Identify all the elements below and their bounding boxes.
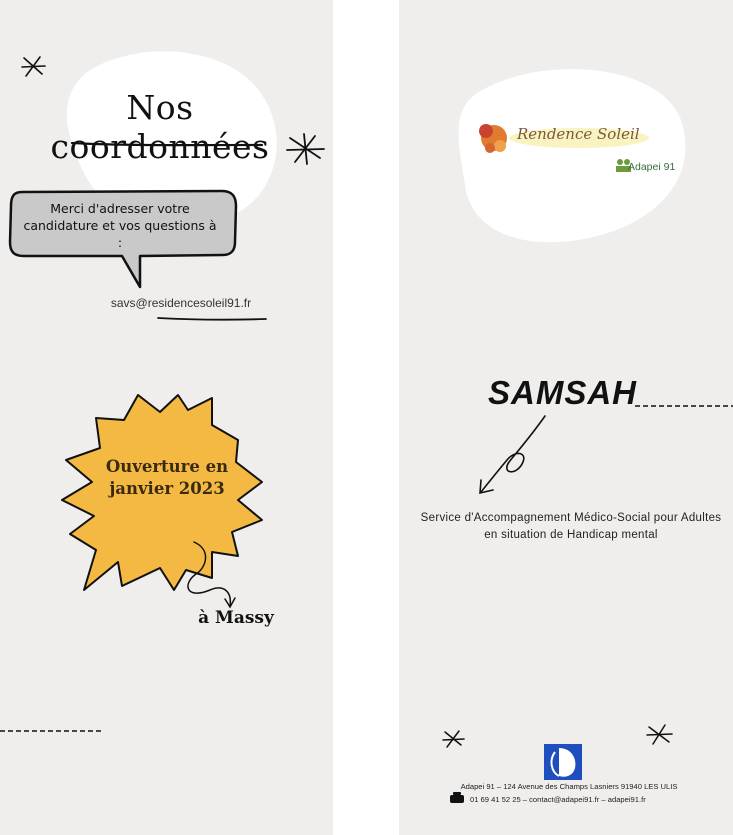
logo-blob — [458, 69, 685, 242]
opening-announcement: Ouverture en janvier 2023 — [105, 457, 229, 498]
bubble-text: Merci d'adresser votre candidature et vos questions à : — [23, 201, 217, 250]
asterisk-icon — [647, 725, 672, 744]
loop-arrow-icon — [481, 416, 545, 492]
footer-contact: 01 69 41 52 25 – contact@adapei91.fr – adapei91.fr — [470, 795, 646, 804]
email-underline — [158, 318, 266, 320]
left-panel — [0, 0, 333, 835]
asterisk-icon — [443, 731, 464, 747]
service-heading: SAMSAH — [488, 374, 638, 411]
location-label: à Massy — [198, 608, 274, 628]
page-title: Nos coordonnées — [50, 88, 270, 166]
footer-address: Adapei 91 – 124 Avenue des Champs Lasniers 91940 LES ULIS — [460, 782, 678, 791]
email-link[interactable]: savs@residencesoleil91.fr — [110, 296, 252, 310]
residence-logo-text: Rendence Soleil — [517, 125, 640, 143]
phone-icon — [450, 792, 464, 803]
asterisk-icon — [22, 57, 45, 76]
adapei-logo-label: Adapei 91 — [628, 161, 676, 173]
service-description: Service d'Accompagnement Médico-Social pour Adultes en situation de Handicap mental — [420, 512, 722, 541]
adapei-face-logo-icon — [544, 744, 582, 780]
